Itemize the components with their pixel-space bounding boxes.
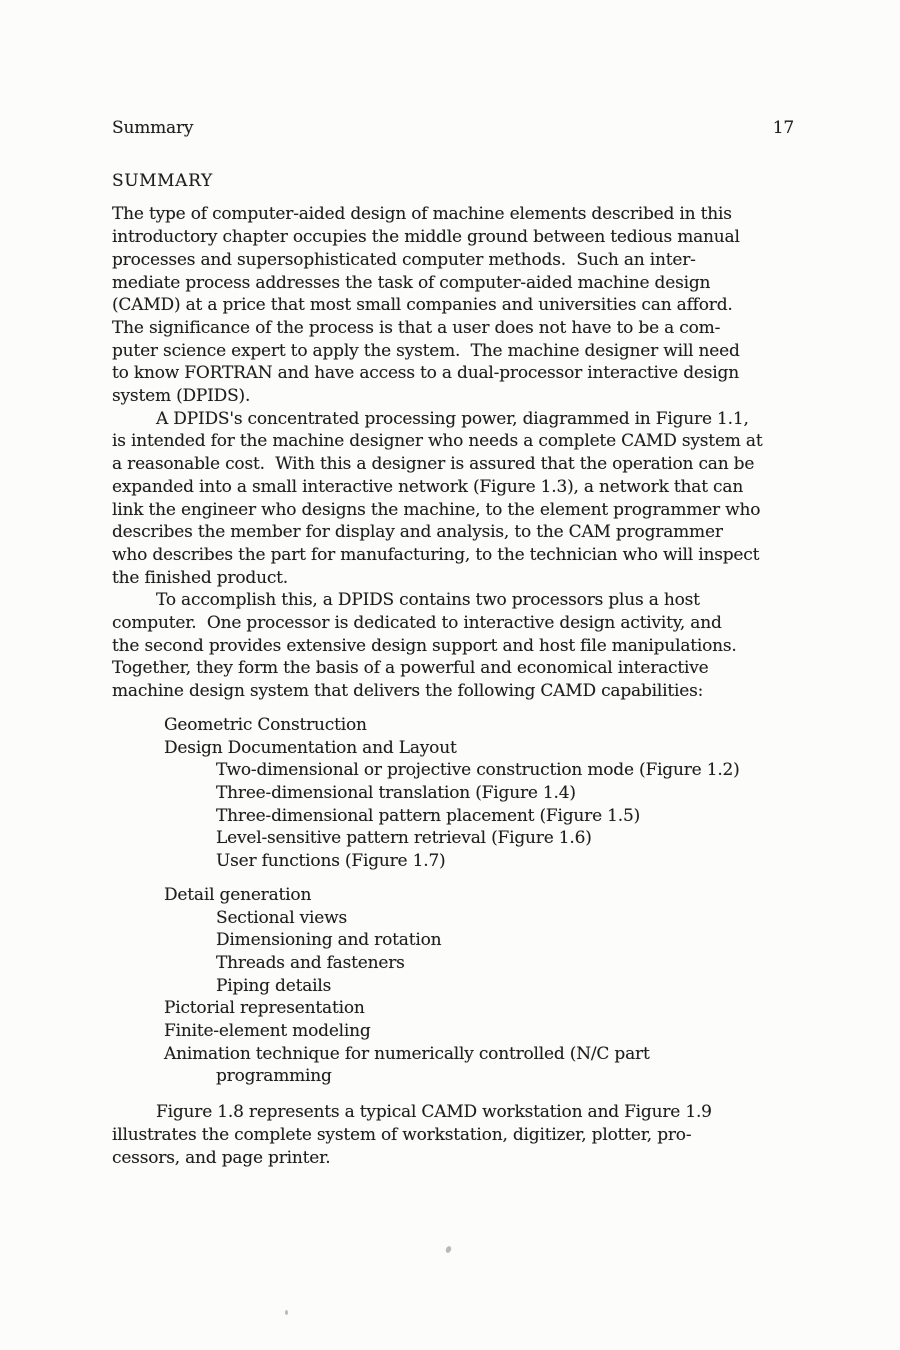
text-line: computer. One processor is dedicated to interactive design activity, and (112, 613, 722, 634)
text-line: introductory chapter occupies the middle ground between tedious manual (112, 227, 740, 248)
text-line: expanded into a small interactive network (Figure 1.3), a network that can (112, 476, 744, 497)
list-item: Finite-element modeling (164, 1021, 371, 1042)
text-line: system (DPIDS). (112, 386, 251, 407)
text-line: who describes the part for manufacturing, to the technician who will inspect (112, 544, 760, 565)
list-item: Pictorial representation (164, 998, 365, 1019)
list-item: User functions (Figure 1.7) (216, 851, 446, 872)
list-item: Piping details (216, 975, 332, 996)
list-item: Three-dimensional pattern placement (Figure 1.5) (216, 805, 641, 826)
text-line: To accomplish this, a DPIDS contains two processors plus a host (156, 590, 700, 611)
list-item: Detail generation (164, 884, 312, 905)
text-line: link the engineer who designs the machine, to the element programmer who (112, 499, 761, 520)
text-line: a reasonable cost. With this a designer is assured that the operation can be (112, 454, 755, 475)
text-line: illustrates the complete system of workstation, digitizer, plotter, pro- (112, 1124, 692, 1145)
list-item: Two-dimensional or projective construction mode (Figure 1.2) (216, 760, 740, 781)
list-item: Three-dimensional translation (Figure 1.4) (216, 782, 576, 803)
text-line: The type of computer-aided design of machine elements described in this (112, 204, 732, 225)
list-item: Threads and fasteners (216, 952, 405, 973)
closing-paragraph (112, 1101, 794, 1169)
text-line: (CAMD) at a price that most small companies and universities can afford. (112, 295, 733, 316)
scan-speck (285, 1310, 288, 1315)
text-line: Together, they form the basis of a powerful and economical interactive (112, 658, 709, 679)
text-line: to know FORTRAN and have access to a dual-processor interactive design (112, 363, 739, 384)
list-item: Animation technique for numerically controlled (N/C part (164, 1043, 650, 1064)
capabilities-list-group-2 (112, 884, 794, 1088)
page-content (112, 117, 794, 1169)
list-item: Dimensioning and rotation (216, 930, 442, 951)
list-item: Sectional views (216, 907, 348, 928)
list-item: programming (216, 1066, 332, 1087)
list-item: Level-sensitive pattern retrieval (Figure 1.6) (216, 828, 592, 849)
list-item: Design Documentation and Layout (164, 737, 457, 758)
list-item: Geometric Construction (164, 714, 367, 735)
text-line: The significance of the process is that a user does not have to be a com- (112, 317, 721, 338)
text-line: the finished product. (112, 567, 289, 588)
text-line: processes and supersophisticated computer methods. Such an inter- (112, 249, 696, 270)
paragraph-two-processors (112, 589, 794, 703)
text-line: is intended for the machine designer who needs a complete CAMD system at (112, 431, 763, 452)
page-header (112, 117, 794, 140)
text-line: Figure 1.8 represents a typical CAMD workstation and Figure 1.9 (156, 1102, 712, 1123)
running-header-title: Summary (112, 118, 194, 138)
page-number: 17 (772, 118, 794, 138)
paragraph-dpids-power (112, 408, 794, 590)
text-line: describes the member for display and analysis, to the CAM programmer (112, 522, 723, 543)
capabilities-list-group-1 (112, 714, 794, 873)
scan-speck (445, 1245, 452, 1253)
text-line: cessors, and page printer. (112, 1147, 331, 1168)
text-line: mediate process addresses the task of computer-aided machine design (112, 272, 711, 293)
text-line: A DPIDS's concentrated processing power, diagrammed in Figure 1.1, (156, 408, 749, 429)
paragraph-intro (112, 203, 794, 407)
text-line: machine design system that delivers the following CAMD capabilities: (112, 681, 704, 702)
text-line: the second provides extensive design support and host file manipulations. (112, 635, 737, 656)
text-line: puter science expert to apply the system. The machine designer will need (112, 340, 740, 361)
section-heading: SUMMARY (112, 170, 213, 191)
